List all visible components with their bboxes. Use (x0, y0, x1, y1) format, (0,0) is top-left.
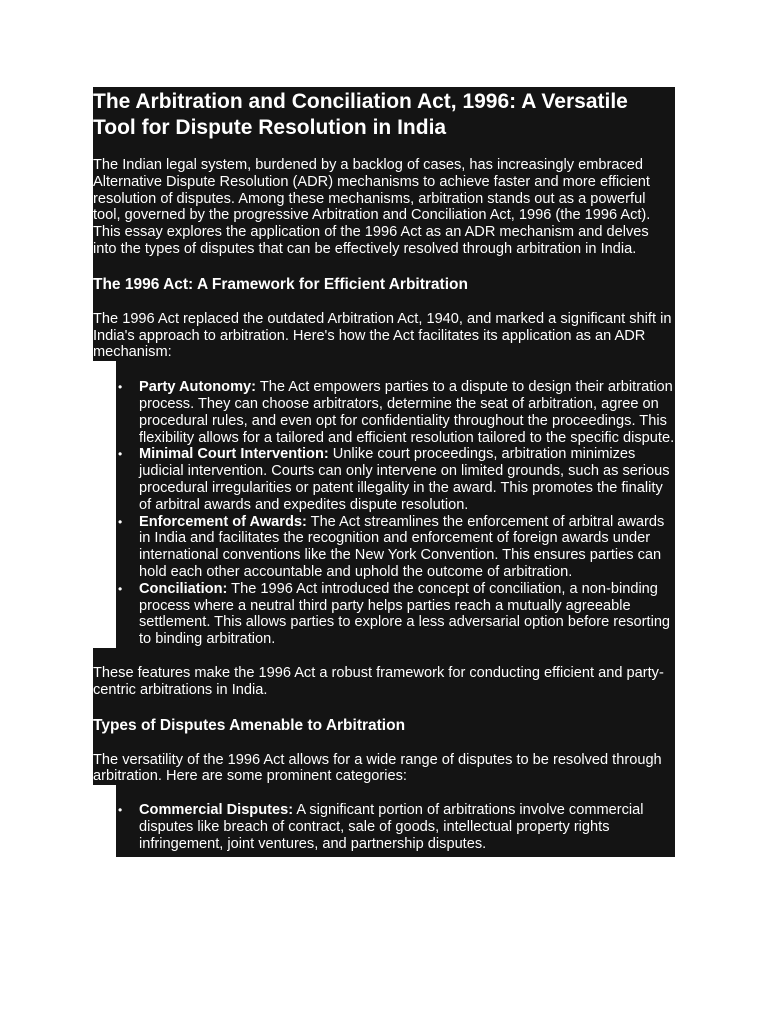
spacer (93, 294, 675, 311)
list-item (116, 379, 675, 446)
spacer (93, 648, 675, 665)
section2-heading-block (93, 717, 675, 735)
spacer (93, 361, 675, 379)
section2-list (116, 802, 675, 856)
section1-closing: These features make the 1996 Act a robust framework for conducting efficient and party-centric arbitrations in India. (93, 664, 664, 698)
list-item (116, 514, 675, 581)
list-item (116, 446, 675, 513)
section2-lead-block (93, 752, 675, 786)
bullet-icon: • (118, 803, 123, 818)
section1-lead: The 1996 Act replaced the outdated Arbitration Act, 1940, and marked a significant shift in India's approach to arbitration. Here's how the Act facilitates its application as an ADR mechanism: (93, 310, 672, 361)
list-item (116, 802, 675, 852)
intro-block (93, 157, 675, 258)
section2-lead: The versatility of the 1996 Act allows for a wide range of disputes to be resolved through arbitration. Here are some prominent categories: (93, 751, 662, 785)
spacer (93, 258, 675, 276)
list-item-term: Enforcement of Awards: (139, 513, 307, 530)
spacer (93, 785, 675, 802)
title-block (93, 87, 675, 157)
list-item-text: The Act empowers parties to a dispute to design their arbitration process. They can choose arbitrators, determine the seat of arbitration, agree on procedural rules, and even opt for confidentiality throughout the proceedings. This flexibility allows for a tailored and efficient resolution tailored to the specific dispute. (139, 379, 675, 446)
bullet-icon: • (118, 447, 123, 462)
document-title: The Arbitration and Conciliation Act, 1996: A Versatile Tool for Dispute Resolution in India (93, 90, 628, 139)
section1-list (116, 379, 675, 648)
bullet-icon: • (118, 514, 123, 529)
list-item-text: A significant portion of arbitrations involve commercial disputes like breach of contract, sale of goods, intellectual property rights infringement, joint ventures, and partnership disputes. (139, 802, 644, 852)
list-item-term: Conciliation: (139, 580, 228, 597)
list-item-term: Commercial Disputes: (139, 802, 294, 819)
section1-heading-block (93, 276, 675, 294)
list-item-term: Party Autonomy: (139, 379, 257, 396)
section1-closing-block (93, 665, 675, 699)
list-item-text: The Act streamlines the enforcement of arbitral awards in India and facilitates the recognition and enforcement of foreign awards under international conventions like the New York Convention. This ensures parties can hold each other accountable and uphold the outcome of arbitration. (139, 513, 665, 580)
document-page (93, 87, 675, 857)
list-item-text: The 1996 Act introduced the concept of conciliation, a non-binding process where a neutral third party helps parties reach a mutually agreeable settlement. This allows parties to explore a less adversarial option before resorting to binding arbitration. (139, 580, 671, 648)
bullet-icon: • (118, 380, 123, 395)
intro-paragraph: The Indian legal system, burdened by a backlog of cases, has increasingly embraced Alternative Dispute Resolution (ADR) mechanisms to achieve faster and more efficient resolution of disputes. Among these mechanisms, arbitration stands out as a powerful tool, governed by the progressive Arbitration and Conciliation Act, 1996 (the 1996 Act). This essay explores the application of the 1996 Act as an ADR mechanism and delves into the types of disputes that can be effectively resolved through arbitration in India. (93, 157, 651, 257)
spacer (93, 699, 675, 717)
list-item-term: Minimal Court Intervention: (139, 446, 329, 463)
bullet-icon: • (118, 581, 123, 596)
section1-heading: The 1996 Act: A Framework for Efficient Arbitration (93, 275, 468, 293)
section2-heading: Types of Disputes Amenable to Arbitration (93, 716, 406, 734)
list-item (116, 581, 675, 648)
list-item-text: Unlike court proceedings, arbitration minimizes judicial intervention. Courts can only intervene on limited grounds, such as serious procedural irregularities or patent illegality in the award. This promotes the finality of arbitral awards and expedites dispute resolution. (139, 446, 670, 513)
section1-lead-block (93, 311, 675, 361)
spacer (93, 735, 675, 752)
